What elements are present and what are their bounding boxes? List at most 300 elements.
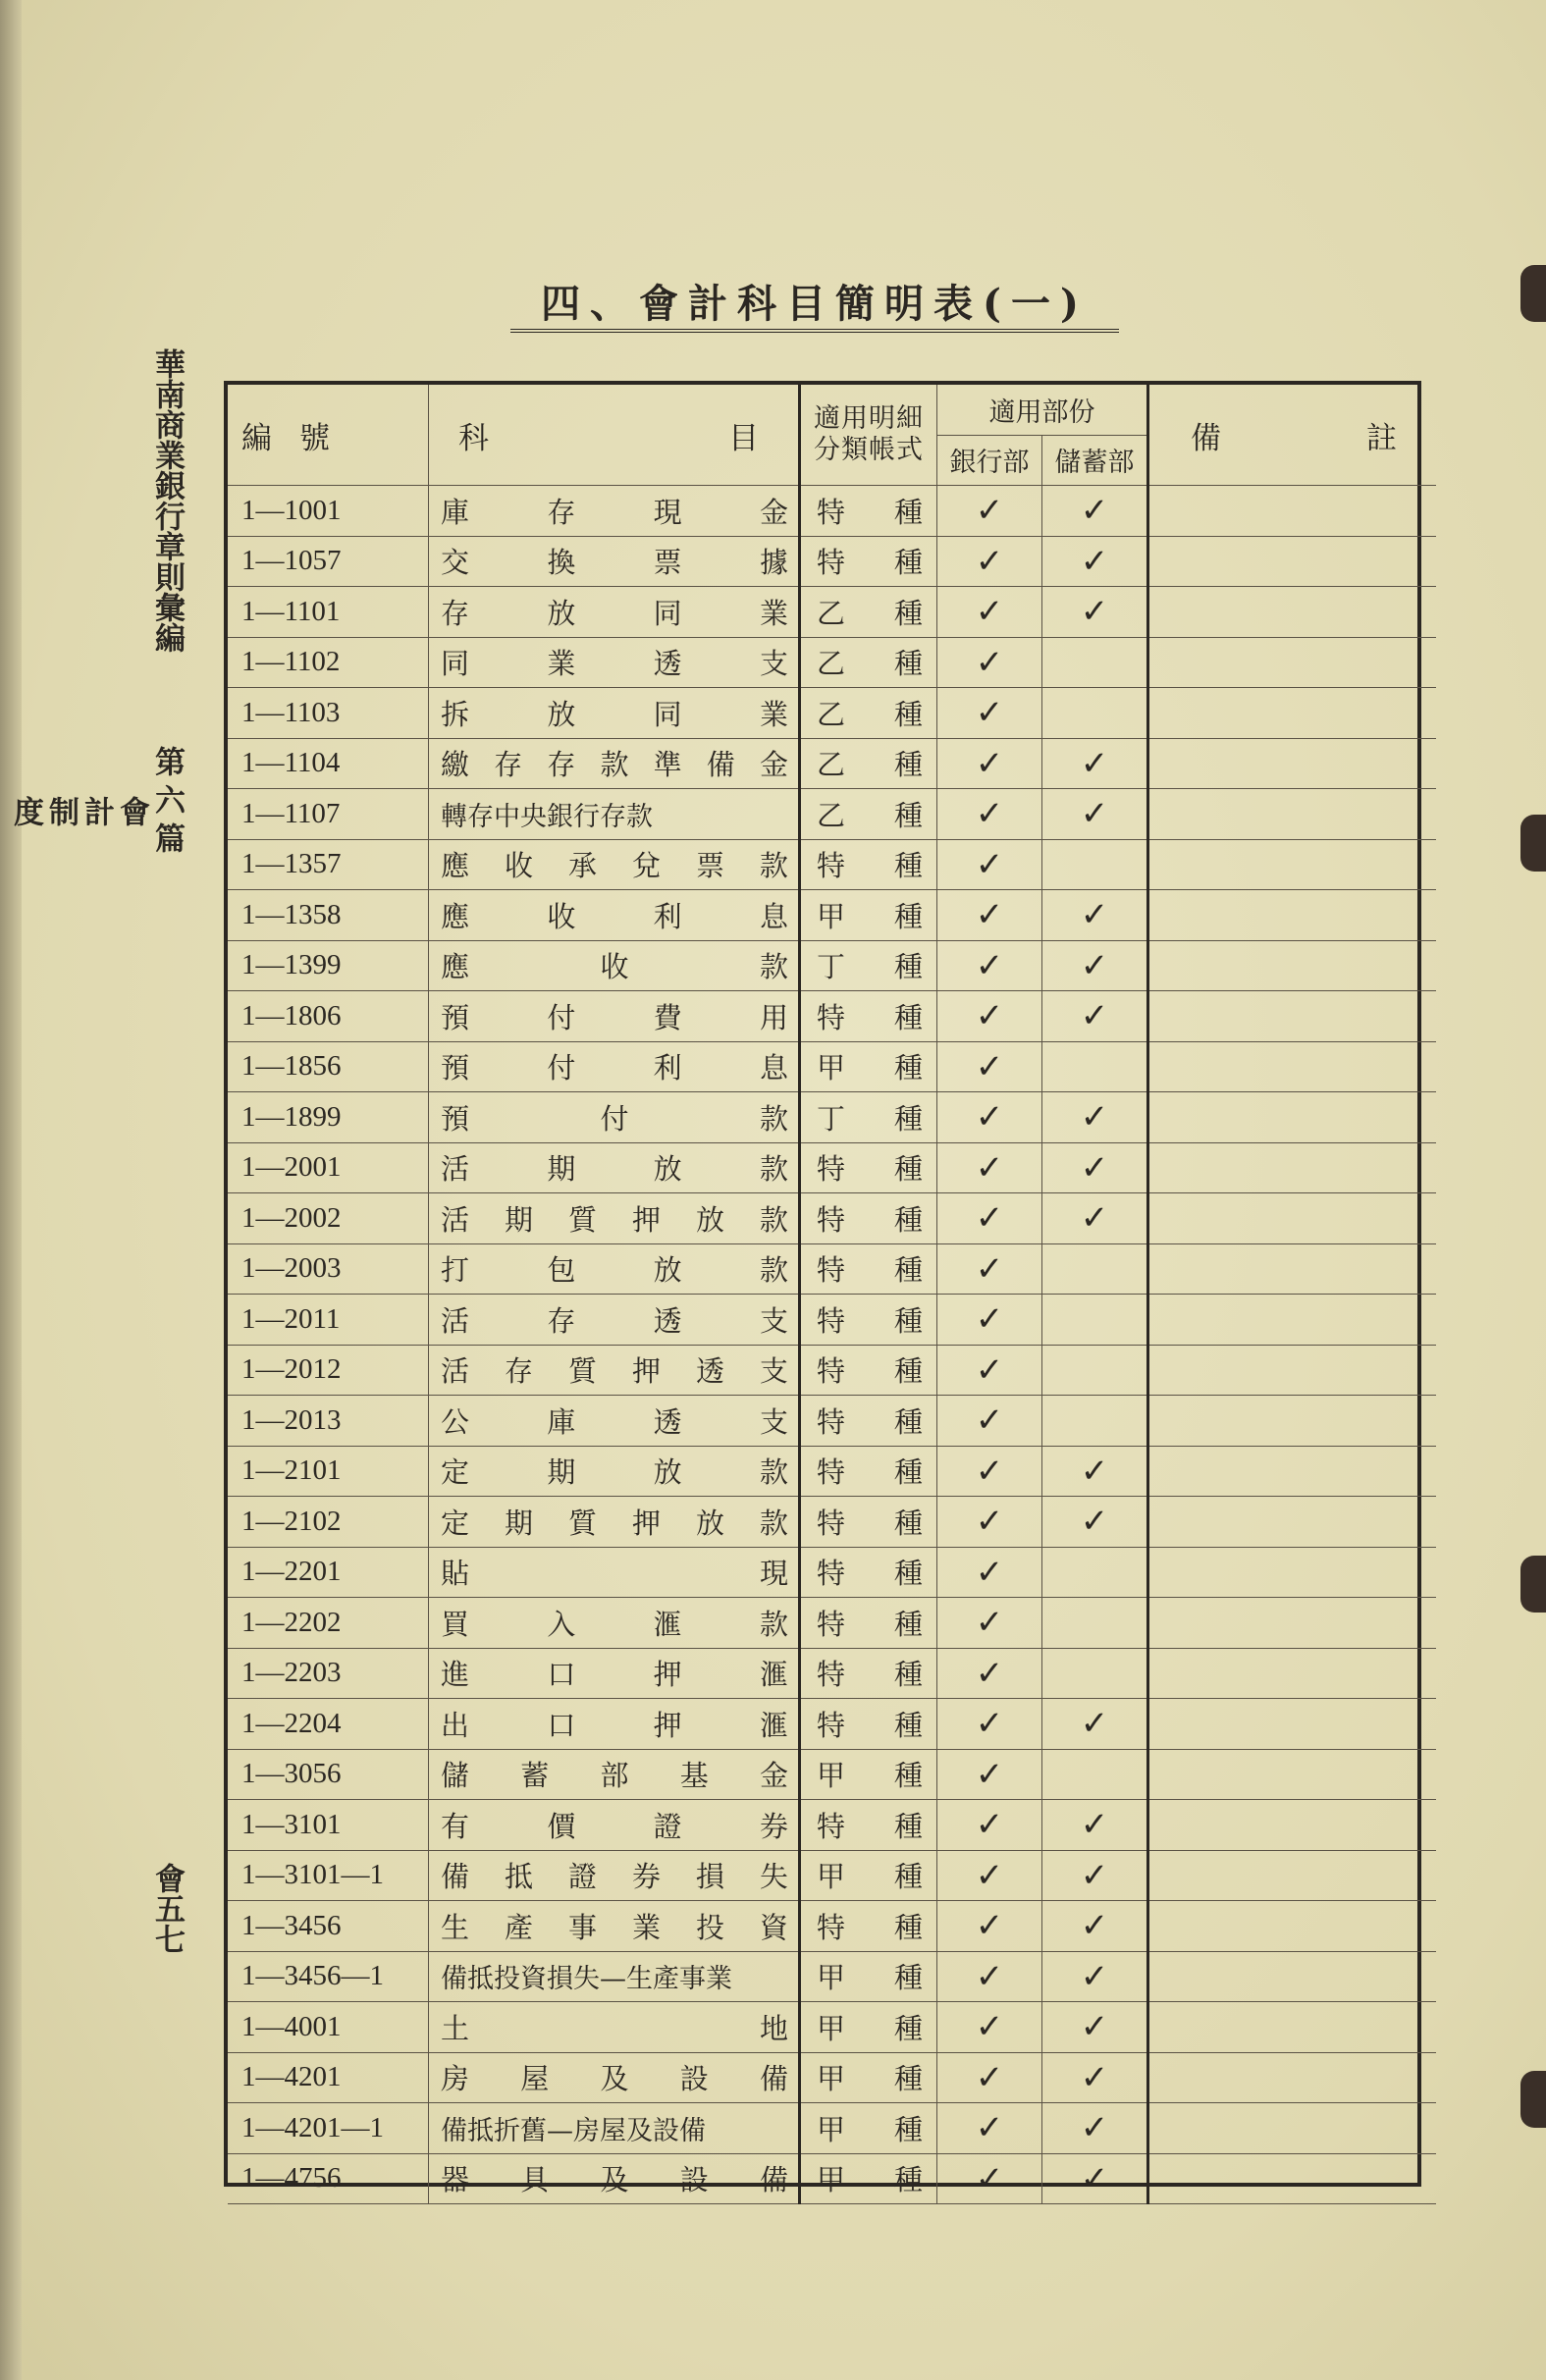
cell-subject [429, 587, 800, 638]
check-mark-savings: ✓ [1042, 1800, 1148, 1851]
check-mark-savings: ✓ [1042, 1951, 1148, 2002]
cell-subject [429, 2052, 800, 2103]
cell-detail-type [800, 738, 937, 789]
check-mark-savings: ✓ [1042, 940, 1148, 991]
cell-detail-type [800, 1648, 937, 1699]
cell-detail-type [800, 1142, 937, 1193]
check-mark-bank: ✓ [937, 1699, 1042, 1750]
cell-code: 1—4756 [228, 2153, 429, 2204]
page-title: 四、會計科目簡明表(一) [510, 280, 1119, 333]
table-row [228, 1092, 1436, 1143]
header-code: 編號 [228, 385, 429, 486]
check-mark-bank: ✓ [937, 1092, 1042, 1143]
cell-subject [429, 688, 800, 739]
chapter-part: 制 [43, 796, 79, 834]
table-row [228, 738, 1436, 789]
cell-code: 1—1806 [228, 991, 429, 1042]
cell-detail-type [800, 2052, 937, 2103]
cell-subject-text: 出 口 押 滙 [441, 1708, 788, 1742]
cell-detail-type-text: 特 種 [817, 495, 923, 529]
cell-code: 1—1001 [228, 486, 429, 537]
cell-detail-type-text: 乙 種 [817, 596, 923, 630]
cell-detail-type-text: 乙 種 [817, 697, 923, 731]
check-mark-savings [1042, 1648, 1148, 1699]
table-row [228, 1951, 1436, 2002]
check-mark-bank: ✓ [937, 536, 1042, 587]
check-mark-bank: ✓ [937, 1850, 1042, 1901]
cell-detail-type [800, 1396, 937, 1447]
table-row [228, 1041, 1436, 1092]
cell-note [1148, 1041, 1437, 1092]
cell-code: 1—1057 [228, 536, 429, 587]
check-mark-savings: ✓ [1042, 789, 1148, 840]
cell-note [1148, 1951, 1437, 2002]
cell-subject-text: 買 入 滙 款 [441, 1607, 788, 1641]
cell-subject [429, 789, 800, 840]
cell-note [1148, 1648, 1437, 1699]
cell-detail-type-text: 特 種 [817, 849, 923, 883]
cell-subject-text: 活 期 放 款 [441, 1152, 788, 1187]
cell-subject [429, 1598, 800, 1649]
cell-code: 1—2102 [228, 1497, 429, 1548]
cell-detail-type [800, 1547, 937, 1598]
check-mark-bank: ✓ [937, 1446, 1042, 1497]
cell-subject [429, 1951, 800, 2002]
check-mark-bank: ✓ [937, 1295, 1042, 1346]
cell-subject [429, 940, 800, 991]
table-row [228, 536, 1436, 587]
table-row [228, 1396, 1436, 1447]
check-mark-savings: ✓ [1042, 2103, 1148, 2154]
cell-subject-text: 定 期 質 押 放 款 [441, 1506, 788, 1540]
cell-code: 1—1357 [228, 839, 429, 890]
cell-detail-type-text: 特 種 [817, 1455, 923, 1490]
cell-detail-type [800, 1092, 937, 1143]
cell-subject [429, 637, 800, 688]
cell-subject-text: 公 庫 透 支 [441, 1404, 788, 1439]
check-mark-bank: ✓ [937, 2002, 1042, 2053]
cell-detail-type [800, 1598, 937, 1649]
binding-hole [1520, 2071, 1546, 2128]
cell-detail-type-text: 甲 種 [817, 2062, 923, 2096]
cell-code: 1—2013 [228, 1396, 429, 1447]
cell-subject-text: 拆 放 同 業 [441, 697, 788, 731]
cell-detail-type [800, 1901, 937, 1952]
cell-subject [429, 1699, 800, 1750]
check-mark-savings: ✓ [1042, 1901, 1148, 1952]
check-mark-bank: ✓ [937, 1749, 1042, 1800]
cell-detail-type [800, 2002, 937, 2053]
cell-detail-type [800, 1749, 937, 1800]
cell-subject-text: 進 口 押 滙 [441, 1658, 788, 1692]
cell-subject-text: 有 價 證 券 [441, 1809, 788, 1843]
cell-detail-type-text: 特 種 [817, 1506, 923, 1540]
cell-subject-text: 繳 存 存 款 準 備 金 [441, 748, 788, 782]
cell-subject [429, 536, 800, 587]
cell-subject [429, 991, 800, 1042]
cell-code: 1—2202 [228, 1598, 429, 1649]
table-row [228, 2052, 1436, 2103]
check-mark-bank: ✓ [937, 789, 1042, 840]
cell-note [1148, 2052, 1437, 2103]
cell-subject [429, 1092, 800, 1143]
binding-hole [1520, 815, 1546, 872]
cell-detail-type [800, 1345, 937, 1396]
check-mark-savings [1042, 1547, 1148, 1598]
cell-detail-type [800, 536, 937, 587]
cell-detail-type [800, 688, 937, 739]
cell-code: 1—2201 [228, 1547, 429, 1598]
check-mark-bank: ✓ [937, 890, 1042, 941]
cell-subject [429, 2002, 800, 2053]
check-mark-bank: ✓ [937, 1547, 1042, 1598]
header-dept: 適用部份 [937, 385, 1148, 435]
table-row [228, 1142, 1436, 1193]
cell-code: 1—3056 [228, 1749, 429, 1800]
cell-detail-type-text: 特 種 [817, 1607, 923, 1641]
check-mark-savings: ✓ [1042, 890, 1148, 941]
table-row [228, 1547, 1436, 1598]
check-mark-savings [1042, 1243, 1148, 1295]
check-mark-bank: ✓ [937, 738, 1042, 789]
chapter-part: 會 [114, 796, 149, 834]
cell-note [1148, 1142, 1437, 1193]
cell-subject [429, 1193, 800, 1244]
chapter-title [8, 746, 185, 861]
check-mark-bank: ✓ [937, 1901, 1042, 1952]
check-mark-bank: ✓ [937, 486, 1042, 537]
cell-subject [429, 1648, 800, 1699]
cell-subject-text: 生 產 事 業 投 資 [441, 1910, 788, 1944]
check-mark-bank: ✓ [937, 2052, 1042, 2103]
check-mark-bank: ✓ [937, 1951, 1042, 2002]
cell-subject-text: 器 具 及 設 備 [441, 2163, 788, 2197]
cell-note [1148, 1092, 1437, 1143]
cell-detail-type-text: 乙 種 [817, 748, 923, 782]
cell-detail-type-text: 丁 種 [817, 1101, 923, 1136]
cell-detail-type [800, 637, 937, 688]
cell-code: 1—2203 [228, 1648, 429, 1699]
cell-subject [429, 1446, 800, 1497]
check-mark-savings: ✓ [1042, 1446, 1148, 1497]
cell-subject-text: 應 收 款 [441, 950, 788, 984]
table-row [228, 1345, 1436, 1396]
check-mark-savings [1042, 1041, 1148, 1092]
cell-detail-type [800, 940, 937, 991]
table-row [228, 1648, 1436, 1699]
check-mark-bank: ✓ [937, 1193, 1042, 1244]
header-note-right: 註 [1366, 420, 1397, 456]
check-mark-bank: ✓ [937, 1243, 1042, 1295]
cell-note [1148, 2002, 1437, 2053]
cell-note [1148, 486, 1437, 537]
cell-note [1148, 1193, 1437, 1244]
table-row [228, 789, 1436, 840]
table-row [228, 1598, 1436, 1649]
table-row [228, 991, 1436, 1042]
check-mark-savings: ✓ [1042, 738, 1148, 789]
check-mark-bank: ✓ [937, 1800, 1042, 1851]
cell-note [1148, 738, 1437, 789]
binding-hole [1520, 1556, 1546, 1613]
table-row [228, 1193, 1436, 1244]
cell-subject-text: 預 付 費 用 [441, 1000, 788, 1034]
cell-note [1148, 1749, 1437, 1800]
table-row [228, 1446, 1436, 1497]
cell-detail-type [800, 839, 937, 890]
cell-note [1148, 1800, 1437, 1851]
cell-subject-text: 交 換 票 據 [441, 546, 788, 580]
table-row [228, 940, 1436, 991]
table-row [228, 637, 1436, 688]
check-mark-bank: ✓ [937, 2153, 1042, 2204]
cell-subject [429, 1800, 800, 1851]
cell-code: 1—2001 [228, 1142, 429, 1193]
cell-detail-type-text: 特 種 [817, 546, 923, 580]
check-mark-savings: ✓ [1042, 486, 1148, 537]
cell-code: 1—3101 [228, 1800, 429, 1851]
cell-detail-type-text: 特 種 [817, 1253, 923, 1288]
cell-detail-type [800, 1193, 937, 1244]
table-row [228, 486, 1436, 537]
cell-detail-type-text: 丁 種 [817, 950, 923, 984]
cell-code: 1—1107 [228, 789, 429, 840]
cell-note [1148, 1396, 1437, 1447]
cell-subject [429, 1345, 800, 1396]
cell-code: 1—1101 [228, 587, 429, 638]
cell-code: 1—1104 [228, 738, 429, 789]
cell-note [1148, 536, 1437, 587]
check-mark-bank: ✓ [937, 2103, 1042, 2154]
cell-subject [429, 1041, 800, 1092]
cell-subject [429, 1497, 800, 1548]
cell-detail-type-text: 特 種 [817, 1202, 923, 1237]
cell-note [1148, 1547, 1437, 1598]
cell-detail-type [800, 2153, 937, 2204]
table-row [228, 2103, 1436, 2154]
cell-code: 1—1856 [228, 1041, 429, 1092]
cell-subject [429, 1850, 800, 1901]
cell-code: 1—1358 [228, 890, 429, 941]
check-mark-savings [1042, 1598, 1148, 1649]
check-mark-bank: ✓ [937, 940, 1042, 991]
cell-subject-text: 同 業 透 支 [441, 647, 788, 681]
table-row [228, 2153, 1436, 2204]
table-row [228, 1800, 1436, 1851]
cell-note [1148, 1598, 1437, 1649]
check-mark-savings [1042, 1749, 1148, 1800]
cell-subject-text: 定 期 放 款 [441, 1455, 788, 1490]
cell-note [1148, 1446, 1437, 1497]
account-table [228, 385, 1436, 2204]
cell-subject-text: 儲 蓄 部 基 金 [441, 1759, 788, 1793]
cell-code: 1—2204 [228, 1699, 429, 1750]
cell-detail-type-text: 乙 種 [817, 647, 923, 681]
header-subject-left: 科 [458, 420, 489, 456]
table-row [228, 587, 1436, 638]
check-mark-savings: ✓ [1042, 1142, 1148, 1193]
cell-subject-text: 存 放 同 業 [441, 596, 788, 630]
cell-note [1148, 2103, 1437, 2154]
cell-subject-text: 備 抵 證 券 損 失 [441, 1860, 788, 1894]
cell-code: 1—3101—1 [228, 1850, 429, 1901]
header-savings: 儲蓄部 [1042, 435, 1148, 486]
cell-note [1148, 890, 1437, 941]
cell-note [1148, 2153, 1437, 2204]
cell-code: 1—2002 [228, 1193, 429, 1244]
page-number: 會五七 [149, 1863, 185, 1954]
cell-detail-type [800, 2103, 937, 2154]
cell-subject [429, 486, 800, 537]
cell-subject-text: 貼 現 [441, 1557, 788, 1591]
cell-subject [429, 839, 800, 890]
cell-detail-type [800, 1951, 937, 2002]
cell-code: 1—3456—1 [228, 1951, 429, 2002]
check-mark-bank: ✓ [937, 1598, 1042, 1649]
cell-code: 1—4201 [228, 2052, 429, 2103]
cell-subject-text: 備抵折舊—房屋及設備 [441, 2115, 706, 2146]
cell-code: 1—2101 [228, 1446, 429, 1497]
cell-detail-type [800, 1243, 937, 1295]
check-mark-bank: ✓ [937, 1142, 1042, 1193]
header-bank: 銀行部 [937, 435, 1042, 486]
cell-note [1148, 1699, 1437, 1750]
cell-subject [429, 2103, 800, 2154]
cell-code: 1—1102 [228, 637, 429, 688]
check-mark-savings [1042, 1396, 1148, 1447]
cell-subject [429, 2153, 800, 2204]
cell-note [1148, 688, 1437, 739]
check-mark-savings: ✓ [1042, 2002, 1148, 2053]
cell-subject [429, 1749, 800, 1800]
cell-note [1148, 839, 1437, 890]
cell-detail-type-text: 特 種 [817, 1000, 923, 1034]
cell-code: 1—4201—1 [228, 2103, 429, 2154]
cell-subject [429, 1547, 800, 1598]
cell-subject-text: 預 付 款 [441, 1101, 788, 1136]
cell-detail-type-text: 特 種 [817, 1658, 923, 1692]
cell-code: 1—2012 [228, 1345, 429, 1396]
cell-subject-text: 房 屋 及 設 備 [441, 2062, 788, 2096]
cell-detail-type-text: 甲 種 [817, 1759, 923, 1793]
cell-detail-type [800, 890, 937, 941]
cell-detail-type [800, 991, 937, 1042]
check-mark-savings: ✓ [1042, 536, 1148, 587]
cell-subject [429, 1142, 800, 1193]
check-mark-savings: ✓ [1042, 991, 1148, 1042]
cell-subject-text: 應 收 承 兌 票 款 [441, 849, 788, 883]
check-mark-bank: ✓ [937, 991, 1042, 1042]
table-row [228, 1295, 1436, 1346]
cell-detail-type-text: 甲 種 [817, 899, 923, 933]
table-row [228, 1497, 1436, 1548]
cell-note [1148, 1497, 1437, 1548]
cell-note [1148, 789, 1437, 840]
table-row [228, 1243, 1436, 1295]
cell-subject-text: 土 地 [441, 2011, 788, 2045]
cell-note [1148, 1295, 1437, 1346]
cell-code: 1—3456 [228, 1901, 429, 1952]
check-mark-bank: ✓ [937, 1497, 1042, 1548]
cell-subject-text: 活 期 質 押 放 款 [441, 1202, 788, 1237]
check-mark-bank: ✓ [937, 637, 1042, 688]
cell-subject-text: 轉存中央銀行存款 [441, 801, 653, 832]
cell-detail-type-text: 特 種 [817, 1910, 923, 1944]
cell-detail-type [800, 1446, 937, 1497]
cell-detail-type-text: 甲 種 [817, 2011, 923, 2045]
cell-detail-type [800, 1699, 937, 1750]
cell-detail-type-text: 甲 種 [817, 1051, 923, 1085]
cell-code: 1—1899 [228, 1092, 429, 1143]
cell-subject-text: 庫 存 現 金 [441, 495, 788, 529]
cell-subject-text: 活 存 質 押 透 支 [441, 1354, 788, 1389]
table-row [228, 1699, 1436, 1750]
table-row [228, 839, 1436, 890]
check-mark-savings [1042, 1295, 1148, 1346]
header-note [1148, 385, 1437, 486]
check-mark-bank: ✓ [937, 587, 1042, 638]
cell-note [1148, 991, 1437, 1042]
table-row [228, 2002, 1436, 2053]
cell-subject-text: 預 付 利 息 [441, 1051, 788, 1085]
header-detail-format-text: 適用明細 分類帳式 [814, 403, 924, 465]
book-title: 華南商業銀行章則彙編 [149, 348, 185, 653]
cell-detail-type [800, 1295, 937, 1346]
binding-edge [0, 0, 22, 2380]
cell-detail-type-text: 甲 種 [817, 2112, 923, 2146]
cell-subject [429, 1396, 800, 1447]
cell-subject [429, 1295, 800, 1346]
check-mark-savings: ✓ [1042, 1850, 1148, 1901]
binding-hole [1520, 265, 1546, 322]
cell-detail-type-text: 特 種 [817, 1303, 923, 1338]
table-row [228, 1850, 1436, 1901]
cell-detail-type [800, 1497, 937, 1548]
check-mark-savings: ✓ [1042, 2153, 1148, 2204]
cell-code: 1—1103 [228, 688, 429, 739]
cell-detail-type-text: 特 種 [817, 1809, 923, 1843]
cell-subject [429, 1901, 800, 1952]
chapter-part: 度 [8, 796, 43, 834]
cell-code: 1—4001 [228, 2002, 429, 2053]
chapter-part: 計 [79, 796, 114, 834]
cell-note [1148, 1901, 1437, 1952]
cell-code: 1—2003 [228, 1243, 429, 1295]
check-mark-bank: ✓ [937, 1345, 1042, 1396]
cell-detail-type-text: 乙 種 [817, 798, 923, 832]
cell-detail-type-text: 甲 種 [817, 1860, 923, 1894]
check-mark-savings: ✓ [1042, 1092, 1148, 1143]
cell-detail-type [800, 1041, 937, 1092]
cell-detail-type-text: 特 種 [817, 1404, 923, 1439]
cell-note [1148, 1345, 1437, 1396]
check-mark-savings: ✓ [1042, 1497, 1148, 1548]
check-mark-bank: ✓ [937, 1648, 1042, 1699]
table-body [228, 486, 1436, 2204]
table-row [228, 1901, 1436, 1952]
check-mark-savings: ✓ [1042, 1193, 1148, 1244]
cell-subject-text: 應 收 利 息 [441, 899, 788, 933]
cell-code: 1—1399 [228, 940, 429, 991]
header-subject-right: 目 [728, 420, 759, 456]
cell-note [1148, 587, 1437, 638]
cell-detail-type-text: 特 種 [817, 1557, 923, 1591]
header-note-left: 備 [1191, 420, 1221, 456]
cell-code: 1—2011 [228, 1295, 429, 1346]
cell-detail-type-text: 特 種 [817, 1708, 923, 1742]
cell-detail-type-text: 特 種 [817, 1354, 923, 1389]
check-mark-bank: ✓ [937, 1396, 1042, 1447]
